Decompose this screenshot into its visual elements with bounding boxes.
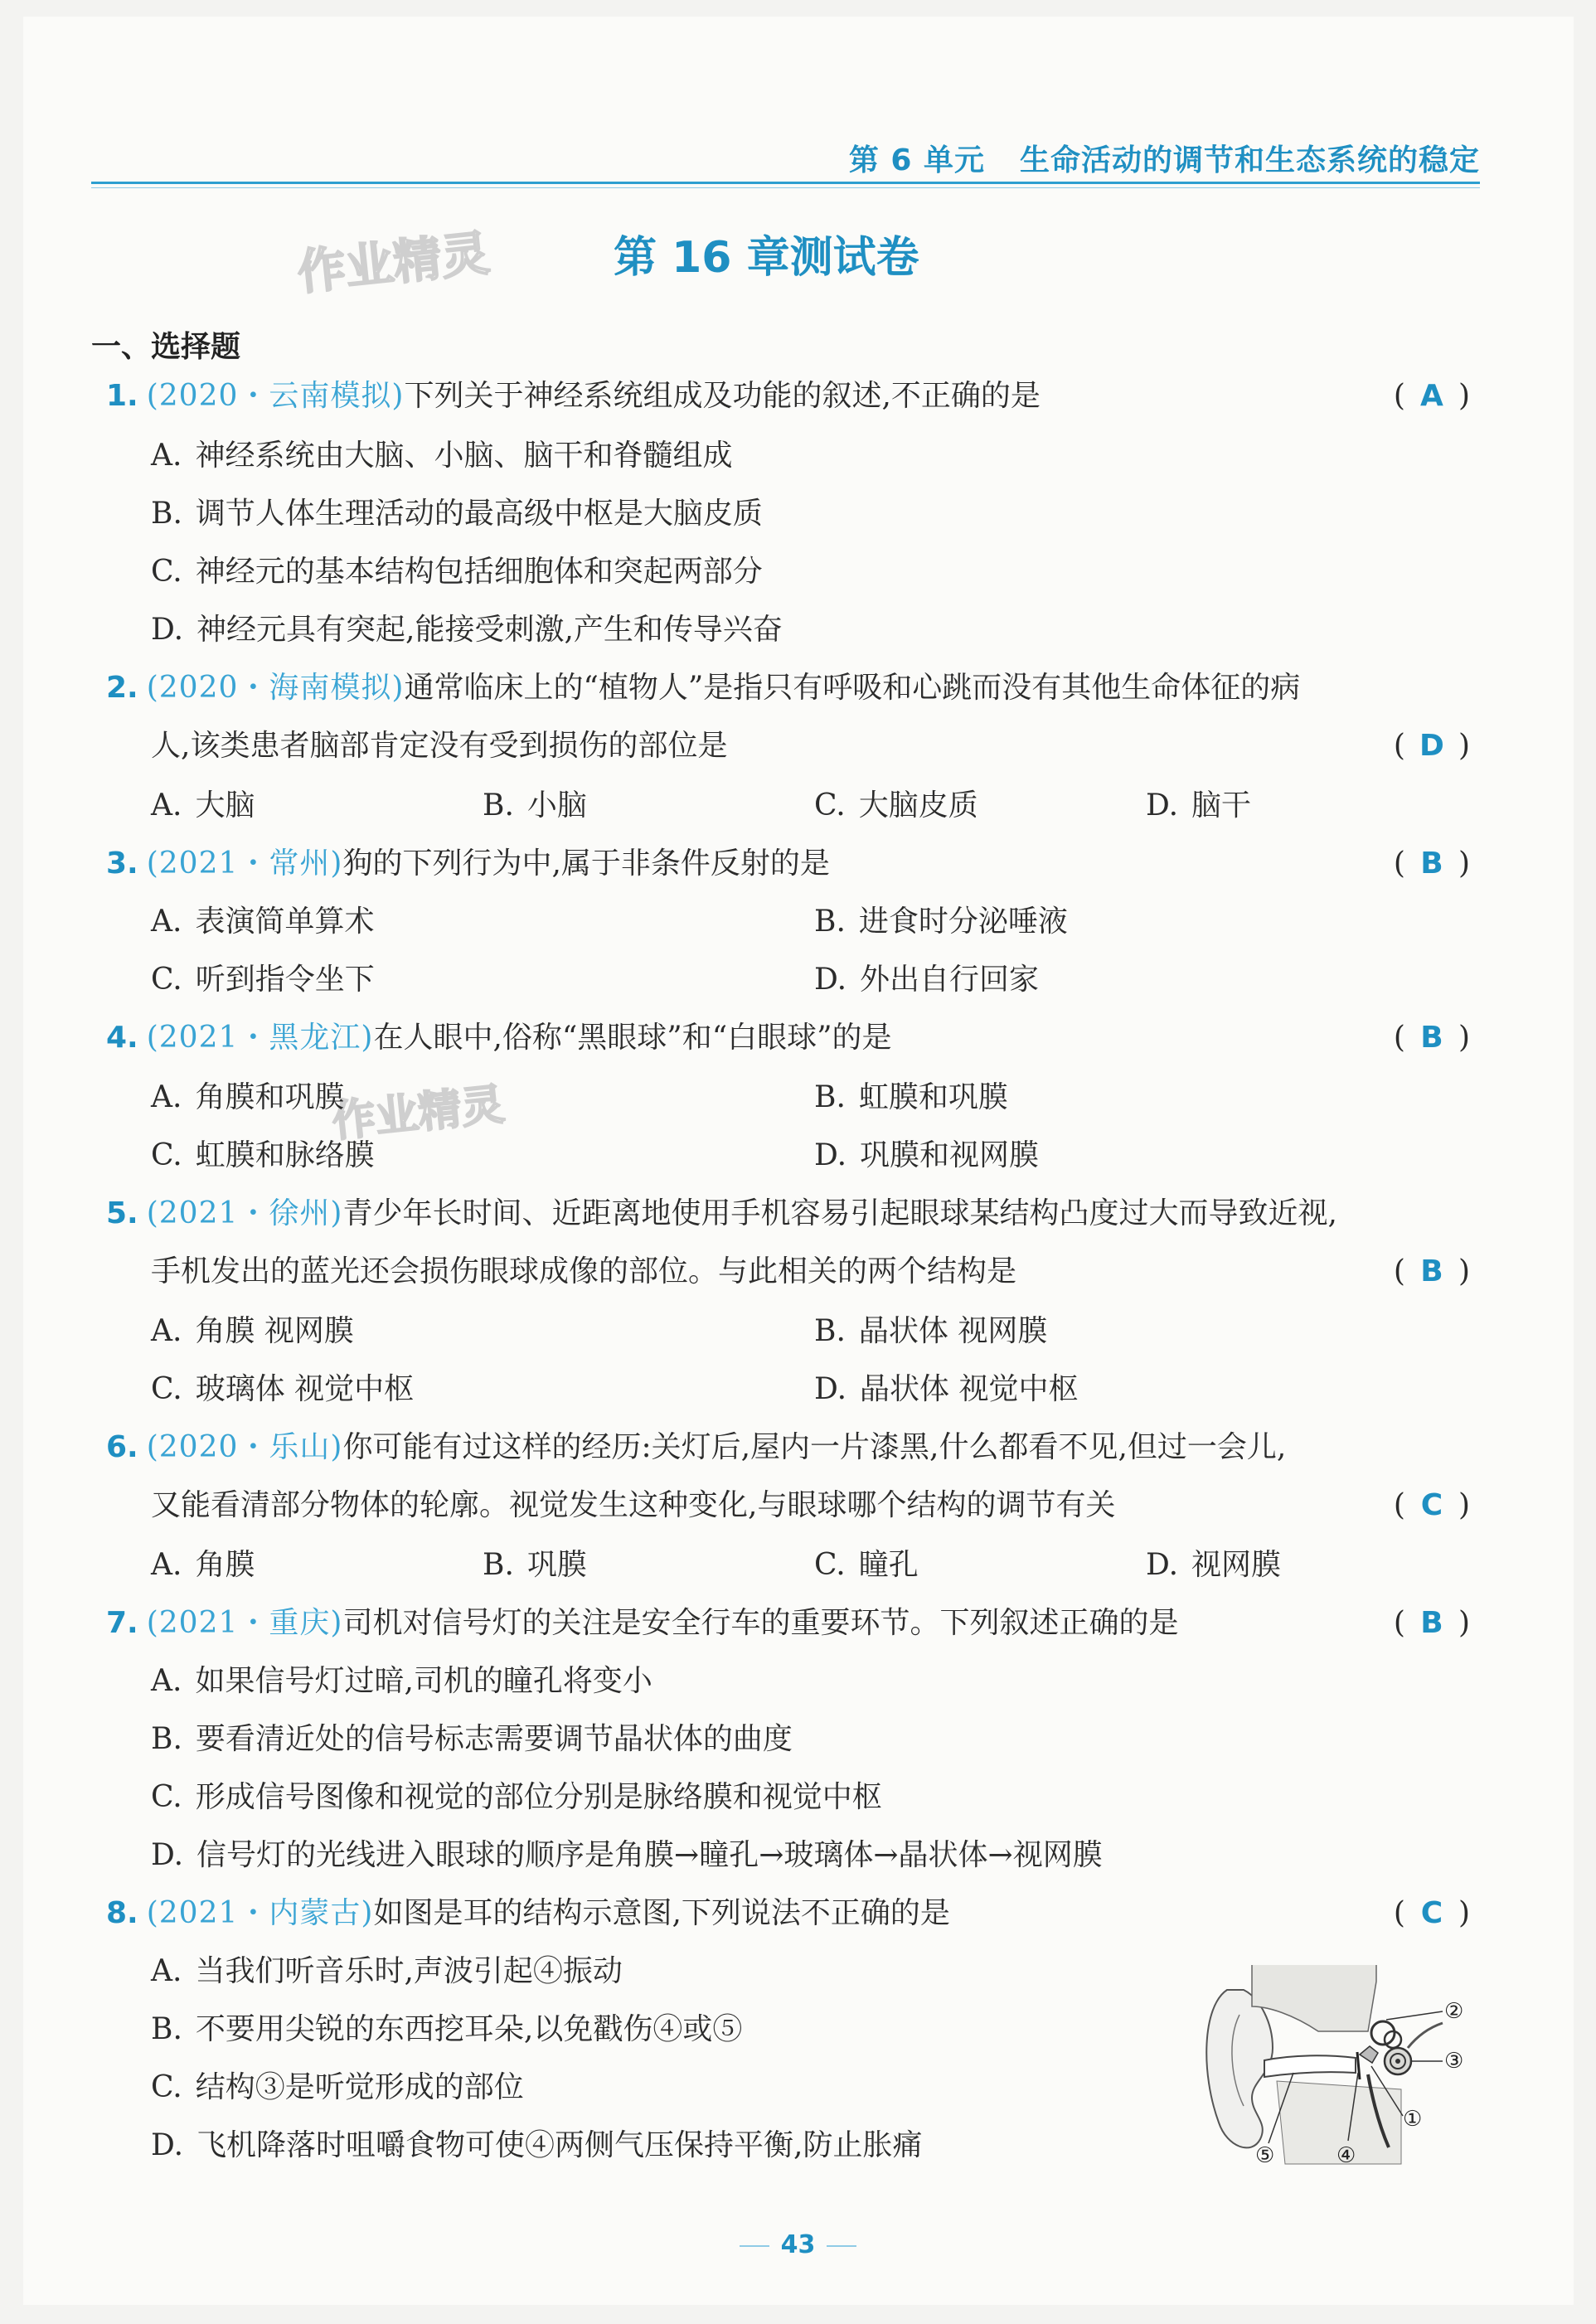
label-4: ④ — [1336, 2143, 1356, 2168]
option: B. 进食时分泌唾液 — [814, 905, 1068, 939]
unit-number: 第 6 单元 — [848, 143, 985, 177]
option: A. 如果信号灯过暗,司机的瞳孔将变小 — [151, 1664, 652, 1698]
answer-box: ( C ) — [1393, 1896, 1470, 1930]
option: C. 虹膜和脉络膜 — [151, 1138, 375, 1172]
question-stem: 7. (2021・重庆)司机对信号灯的关注是安全行车的重要环节。下列叙述正确的是 — [106, 1606, 1179, 1640]
question-stem: 6. (2020・乐山)你可能有过这样的经历:关灯后,屋内一片漆黑,什么都看不见,但过一会儿, — [106, 1430, 1287, 1464]
watermark-logo: 作业精灵 — [330, 1080, 507, 1147]
option: D. 脑干 — [1146, 788, 1252, 822]
answer-box: ( C ) — [1393, 1488, 1470, 1522]
header-rule — [91, 182, 1480, 184]
label-5: ⑤ — [1255, 2143, 1275, 2168]
question-stem-cont: 手机发出的蓝光还会损伤眼球成像的部位。与此相关的两个结构是 — [151, 1254, 1017, 1288]
answer-box: ( B ) — [1393, 1021, 1470, 1055]
question-stem: 3. (2021・常州)狗的下列行为中,属于非条件反射的是 — [106, 847, 830, 881]
option: D. 晶状体 视觉中枢 — [814, 1372, 1079, 1406]
option: D. 视网膜 — [1146, 1548, 1282, 1582]
answer-box: ( B ) — [1393, 847, 1470, 881]
unit-header — [849, 137, 1480, 179]
option: C. 听到指令坐下 — [151, 963, 375, 997]
question-stem: 5. (2021・徐州)青少年长时间、近距离地使用手机容易引起眼球某结构凸度过大而导致近视, — [106, 1196, 1337, 1230]
question-stem-cont: 人,该类患者脑部肯定没有受到损伤的部位是 — [151, 729, 728, 763]
page-footer — [0, 2230, 1596, 2259]
option: B. 虹膜和巩膜 — [814, 1080, 1008, 1114]
option: B. 巩膜 — [483, 1548, 587, 1582]
option: A. 当我们听音乐时,声波引起④振动 — [151, 1954, 623, 1988]
label-2: ② — [1444, 1999, 1464, 2024]
question-stem: 4. (2021・黑龙江)在人眼中,俗称“黑眼球”和“白眼球”的是 — [106, 1021, 892, 1055]
answer-box: ( D ) — [1393, 729, 1470, 763]
page-number: 43 — [780, 2230, 816, 2259]
watermark-logo: 作业精灵 — [294, 225, 492, 301]
option: A. 角膜 — [151, 1548, 255, 1582]
chapter-title: 第 16 章测试卷 — [614, 233, 919, 283]
option: A. 神经系统由大脑、小脑、脑干和脊髓组成 — [151, 439, 733, 473]
ear-diagram — [1194, 1957, 1484, 2172]
unit-title: 生命活动的调节和生态系统的稳定 — [1019, 143, 1480, 177]
option: A. 角膜 视网膜 — [151, 1314, 354, 1348]
option: A. 大脑 — [151, 788, 255, 822]
option: D. 神经元具有突起,能接受刺激,产生和传导兴奋 — [151, 613, 783, 647]
option: B. 小脑 — [483, 788, 587, 822]
section-title: 一、选择题 — [91, 330, 241, 364]
label-3: ③ — [1444, 2049, 1464, 2074]
answer-box: ( B ) — [1393, 1606, 1470, 1640]
option: C. 形成信号图像和视觉的部位分别是脉络膜和视觉中枢 — [151, 1780, 882, 1814]
question-stem: 8. (2021・内蒙古)如图是耳的结构示意图,下列说法不正确的是 — [106, 1896, 950, 1930]
option: C. 神经元的基本结构包括细胞体和突起两部分 — [151, 555, 763, 589]
option: B. 要看清近处的信号标志需要调节晶状体的曲度 — [151, 1722, 793, 1756]
answer-box: ( B ) — [1393, 1254, 1470, 1288]
question-stem: 2. (2020・海南模拟)通常临床上的“植物人”是指只有呼吸和心跳而没有其他生命体征的病 — [106, 671, 1301, 705]
question-stem: 1. (2020・云南模拟)下列关于神经系统组成及功能的叙述,不正确的是 — [106, 379, 1041, 413]
option: A. 表演简单算术 — [151, 905, 375, 939]
option: C. 玻璃体 视觉中枢 — [151, 1372, 415, 1406]
question-stem-cont: 又能看清部分物体的轮廓。视觉发生这种变化,与眼球哪个结构的调节有关 — [151, 1488, 1116, 1522]
option: C. 大脑皮质 — [814, 788, 978, 822]
option: B. 晶状体 视网膜 — [814, 1314, 1048, 1348]
option: B. 调节人体生理活动的最高级中枢是大脑皮质 — [151, 497, 763, 531]
option: D. 信号灯的光线进入眼球的顺序是角膜→瞳孔→玻璃体→晶状体→视网膜 — [151, 1838, 1103, 1872]
option: A. 角膜和巩膜 — [151, 1080, 345, 1114]
label-1: ① — [1403, 2107, 1423, 2132]
option: D. 外出自行回家 — [814, 963, 1040, 997]
option: D. 巩膜和视网膜 — [814, 1138, 1040, 1172]
header-rule-thin — [91, 187, 1480, 188]
answer-box: ( A ) — [1393, 379, 1470, 413]
option: B. 不要用尖锐的东西挖耳朵,以免戳伤④或⑤ — [151, 2012, 743, 2046]
option: C. 瞳孔 — [814, 1548, 919, 1582]
option: D. 飞机降落时咀嚼食物可使④两侧气压保持平衡,防止胀痛 — [151, 2128, 923, 2162]
option: C. 结构③是听觉形成的部位 — [151, 2070, 524, 2104]
